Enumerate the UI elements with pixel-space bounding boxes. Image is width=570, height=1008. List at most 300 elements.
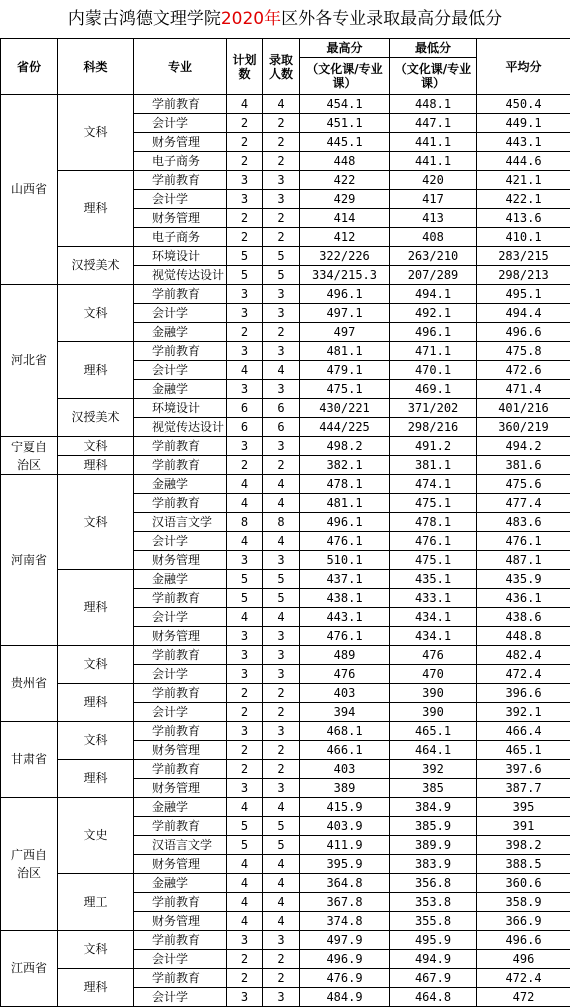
plan-cell: 2 — [227, 760, 263, 779]
min-score-cell: 385.9 — [390, 817, 477, 836]
table-row — [1, 171, 570, 190]
avg-score-cell: 421.1 — [477, 171, 570, 190]
avg-score-cell: 444.6 — [477, 152, 570, 171]
min-score-cell: 474.1 — [390, 475, 477, 494]
max-score-cell: 382.1 — [300, 456, 390, 475]
admitted-cell: 4 — [263, 95, 300, 114]
page-title: 内蒙古鸿德文理学院2020年区外各专业录取最高分最低分 — [67, 9, 503, 29]
max-score-cell: 476 — [300, 665, 390, 684]
max-score-cell: 412 — [300, 228, 390, 247]
table-row — [1, 969, 570, 988]
min-score-cell: 434.1 — [390, 608, 477, 627]
major-cell: 会计学 — [134, 304, 227, 323]
max-score-cell: 415.9 — [300, 798, 390, 817]
major-cell: 汉语言文学 — [134, 836, 227, 855]
major-cell: 学前教育 — [134, 646, 227, 665]
admitted-cell: 4 — [263, 494, 300, 513]
admitted-cell: 5 — [263, 589, 300, 608]
avg-score-cell: 396.6 — [477, 684, 570, 703]
admitted-cell: 3 — [263, 380, 300, 399]
plan-cell: 4 — [227, 912, 263, 931]
min-score-cell: 353.8 — [390, 893, 477, 912]
plan-cell: 3 — [227, 171, 263, 190]
header-max: 最高分 — [300, 39, 390, 58]
admitted-cell: 2 — [263, 152, 300, 171]
avg-score-cell: 475.6 — [477, 475, 570, 494]
admitted-cell: 3 — [263, 646, 300, 665]
plan-cell: 3 — [227, 722, 263, 741]
major-cell: 金融学 — [134, 798, 227, 817]
admitted-cell: 4 — [263, 532, 300, 551]
table-row — [1, 475, 570, 494]
avg-score-cell: 392.1 — [477, 703, 570, 722]
plan-cell: 5 — [227, 266, 263, 285]
max-score-cell: 411.9 — [300, 836, 390, 855]
table-row — [1, 95, 570, 114]
plan-cell: 5 — [227, 817, 263, 836]
table-row — [1, 798, 570, 817]
table-row — [1, 285, 570, 304]
major-cell: 视觉传达设计 — [134, 418, 227, 437]
admitted-cell: 5 — [263, 570, 300, 589]
min-score-cell: 381.1 — [390, 456, 477, 475]
major-cell: 会计学 — [134, 361, 227, 380]
plan-cell: 2 — [227, 950, 263, 969]
plan-cell: 4 — [227, 798, 263, 817]
min-score-cell: 475.1 — [390, 551, 477, 570]
admitted-cell: 2 — [263, 323, 300, 342]
major-cell: 会计学 — [134, 114, 227, 133]
max-score-cell: 496.1 — [300, 513, 390, 532]
max-score-cell: 468.1 — [300, 722, 390, 741]
min-score-cell: 470.1 — [390, 361, 477, 380]
avg-score-cell: 494.4 — [477, 304, 570, 323]
major-cell: 学前教育 — [134, 437, 227, 456]
header-max-sub: （文化课/专业课） — [300, 58, 390, 95]
avg-score-cell: 298/213 — [477, 266, 570, 285]
admitted-cell: 2 — [263, 209, 300, 228]
max-score-cell: 476.1 — [300, 627, 390, 646]
major-cell: 学前教育 — [134, 456, 227, 475]
major-cell: 学前教育 — [134, 95, 227, 114]
category-cell: 理科 — [58, 684, 134, 722]
plan-cell: 2 — [227, 684, 263, 703]
min-score-cell: 494.9 — [390, 950, 477, 969]
max-score-cell: 374.8 — [300, 912, 390, 931]
major-cell: 学前教育 — [134, 342, 227, 361]
min-score-cell: 385 — [390, 779, 477, 798]
min-score-cell: 464.1 — [390, 741, 477, 760]
min-score-cell: 389.9 — [390, 836, 477, 855]
max-score-cell: 475.1 — [300, 380, 390, 399]
min-score-cell: 435.1 — [390, 570, 477, 589]
avg-score-cell: 360/219 — [477, 418, 570, 437]
max-score-cell: 367.8 — [300, 893, 390, 912]
major-cell: 学前教育 — [134, 722, 227, 741]
min-score-cell: 298/216 — [390, 418, 477, 437]
max-score-cell: 496.1 — [300, 285, 390, 304]
admitted-cell: 4 — [263, 893, 300, 912]
plan-cell: 4 — [227, 95, 263, 114]
max-score-cell: 430/221 — [300, 399, 390, 418]
plan-cell: 5 — [227, 570, 263, 589]
major-cell: 学前教育 — [134, 285, 227, 304]
table-row — [1, 931, 570, 950]
plan-cell: 3 — [227, 437, 263, 456]
major-cell: 会计学 — [134, 532, 227, 551]
category-cell: 文科 — [58, 722, 134, 760]
table-row — [1, 399, 570, 418]
table-row — [1, 570, 570, 589]
min-score-cell: 492.1 — [390, 304, 477, 323]
admitted-cell: 3 — [263, 665, 300, 684]
avg-score-cell: 495.1 — [477, 285, 570, 304]
title-year: 2020年 — [220, 9, 282, 29]
province-cell: 河南省 — [1, 475, 58, 646]
admitted-cell: 3 — [263, 437, 300, 456]
table-row — [1, 456, 570, 475]
min-score-cell: 434.1 — [390, 627, 477, 646]
admitted-cell: 3 — [263, 304, 300, 323]
plan-cell: 2 — [227, 228, 263, 247]
plan-cell: 3 — [227, 627, 263, 646]
min-score-cell: 420 — [390, 171, 477, 190]
avg-score-cell: 496 — [477, 950, 570, 969]
max-score-cell: 510.1 — [300, 551, 390, 570]
major-cell: 财务管理 — [134, 741, 227, 760]
admitted-cell: 3 — [263, 627, 300, 646]
province-cell: 江西省 — [1, 931, 58, 1007]
avg-score-cell: 436.1 — [477, 589, 570, 608]
min-score-cell: 469.1 — [390, 380, 477, 399]
admitted-cell: 4 — [263, 798, 300, 817]
major-cell: 环境设计 — [134, 399, 227, 418]
min-score-cell: 392 — [390, 760, 477, 779]
plan-cell: 2 — [227, 741, 263, 760]
major-cell: 学前教育 — [134, 171, 227, 190]
table-row — [1, 874, 570, 893]
max-score-cell: 414 — [300, 209, 390, 228]
admitted-cell: 2 — [263, 228, 300, 247]
avg-score-cell: 443.1 — [477, 133, 570, 152]
admitted-cell: 3 — [263, 779, 300, 798]
min-score-cell: 207/289 — [390, 266, 477, 285]
max-score-cell: 489 — [300, 646, 390, 665]
major-cell: 会计学 — [134, 665, 227, 684]
header-min: 最低分 — [390, 39, 477, 58]
plan-cell: 3 — [227, 551, 263, 570]
min-score-cell: 413 — [390, 209, 477, 228]
admitted-cell: 4 — [263, 608, 300, 627]
avg-score-cell: 494.2 — [477, 437, 570, 456]
avg-score-cell: 388.5 — [477, 855, 570, 874]
plan-cell: 2 — [227, 969, 263, 988]
min-score-cell: 417 — [390, 190, 477, 209]
avg-score-cell: 471.4 — [477, 380, 570, 399]
major-cell: 学前教育 — [134, 893, 227, 912]
admitted-cell: 5 — [263, 266, 300, 285]
header-plan: 计划数 — [227, 39, 263, 95]
avg-score-cell: 472.4 — [477, 969, 570, 988]
category-cell: 文科 — [58, 646, 134, 684]
max-score-cell: 429 — [300, 190, 390, 209]
max-score-cell: 445.1 — [300, 133, 390, 152]
avg-score-cell: 472.6 — [477, 361, 570, 380]
min-score-cell: 371/202 — [390, 399, 477, 418]
max-score-cell: 476.9 — [300, 969, 390, 988]
min-score-cell: 263/210 — [390, 247, 477, 266]
admitted-cell: 8 — [263, 513, 300, 532]
major-cell: 财务管理 — [134, 855, 227, 874]
province-cell: 宁夏自治区 — [1, 437, 58, 475]
admission-score-table — [0, 38, 570, 1007]
max-score-cell: 334/215.3 — [300, 266, 390, 285]
plan-cell: 4 — [227, 532, 263, 551]
min-score-cell: 441.1 — [390, 133, 477, 152]
major-cell: 学前教育 — [134, 817, 227, 836]
plan-cell: 4 — [227, 361, 263, 380]
avg-score-cell: 366.9 — [477, 912, 570, 931]
max-score-cell: 466.1 — [300, 741, 390, 760]
major-cell: 财务管理 — [134, 779, 227, 798]
max-score-cell: 389 — [300, 779, 390, 798]
avg-score-cell: 482.4 — [477, 646, 570, 665]
admitted-cell: 2 — [263, 703, 300, 722]
admitted-cell: 3 — [263, 342, 300, 361]
major-cell: 电子商务 — [134, 228, 227, 247]
avg-score-cell: 381.6 — [477, 456, 570, 475]
max-score-cell: 497.1 — [300, 304, 390, 323]
avg-score-cell: 387.7 — [477, 779, 570, 798]
avg-score-cell: 475.8 — [477, 342, 570, 361]
admitted-cell: 3 — [263, 931, 300, 950]
max-score-cell: 497 — [300, 323, 390, 342]
avg-score-cell: 410.1 — [477, 228, 570, 247]
max-score-cell: 484.9 — [300, 988, 390, 1007]
category-cell: 文科 — [58, 437, 134, 456]
major-cell: 汉语言文学 — [134, 513, 227, 532]
avg-score-cell: 472.4 — [477, 665, 570, 684]
min-score-cell: 384.9 — [390, 798, 477, 817]
category-cell: 理工 — [58, 874, 134, 931]
min-score-cell: 465.1 — [390, 722, 477, 741]
table-row — [1, 760, 570, 779]
category-cell: 理科 — [58, 171, 134, 247]
major-cell: 财务管理 — [134, 912, 227, 931]
admitted-cell: 2 — [263, 950, 300, 969]
plan-cell: 8 — [227, 513, 263, 532]
province-cell: 广西自治区 — [1, 798, 58, 931]
plan-cell: 2 — [227, 114, 263, 133]
max-score-cell: 322/226 — [300, 247, 390, 266]
major-cell: 学前教育 — [134, 931, 227, 950]
avg-score-cell: 477.4 — [477, 494, 570, 513]
category-cell: 文科 — [58, 95, 134, 171]
min-score-cell: 390 — [390, 703, 477, 722]
table-row — [1, 437, 570, 456]
max-score-cell: 498.2 — [300, 437, 390, 456]
avg-score-cell: 283/215 — [477, 247, 570, 266]
avg-score-cell: 466.4 — [477, 722, 570, 741]
plan-cell: 4 — [227, 893, 263, 912]
admitted-cell: 5 — [263, 247, 300, 266]
max-score-cell: 496.9 — [300, 950, 390, 969]
province-cell: 甘肃省 — [1, 722, 58, 798]
major-cell: 金融学 — [134, 570, 227, 589]
admitted-cell: 2 — [263, 741, 300, 760]
table-row — [1, 247, 570, 266]
header-category: 科类 — [58, 39, 134, 95]
avg-score-cell: 438.6 — [477, 608, 570, 627]
max-score-cell: 478.1 — [300, 475, 390, 494]
max-score-cell: 364.8 — [300, 874, 390, 893]
max-score-cell: 394 — [300, 703, 390, 722]
admitted-cell: 3 — [263, 171, 300, 190]
major-cell: 财务管理 — [134, 551, 227, 570]
max-score-cell: 444/225 — [300, 418, 390, 437]
province-cell: 河北省 — [1, 285, 58, 437]
min-score-cell: 467.9 — [390, 969, 477, 988]
min-score-cell: 478.1 — [390, 513, 477, 532]
admitted-cell: 6 — [263, 399, 300, 418]
major-cell: 会计学 — [134, 190, 227, 209]
plan-cell: 2 — [227, 133, 263, 152]
major-cell: 金融学 — [134, 475, 227, 494]
plan-cell: 6 — [227, 418, 263, 437]
avg-score-cell: 487.1 — [477, 551, 570, 570]
plan-cell: 2 — [227, 323, 263, 342]
min-score-cell: 441.1 — [390, 152, 477, 171]
max-score-cell: 454.1 — [300, 95, 390, 114]
category-cell: 汉授美术 — [58, 247, 134, 285]
plan-cell: 3 — [227, 304, 263, 323]
max-score-cell: 438.1 — [300, 589, 390, 608]
table-row — [1, 342, 570, 361]
max-score-cell: 403.9 — [300, 817, 390, 836]
category-cell: 文史 — [58, 798, 134, 874]
admitted-cell: 2 — [263, 456, 300, 475]
admitted-cell: 2 — [263, 969, 300, 988]
header-min-sub: （文化课/专业课） — [390, 58, 477, 95]
category-cell: 理科 — [58, 456, 134, 475]
header-admitted: 录取人数 — [263, 39, 300, 95]
major-cell: 财务管理 — [134, 133, 227, 152]
category-cell: 理科 — [58, 969, 134, 1007]
major-cell: 学前教育 — [134, 684, 227, 703]
max-score-cell: 422 — [300, 171, 390, 190]
table-row — [1, 646, 570, 665]
plan-cell: 2 — [227, 209, 263, 228]
min-score-cell: 491.2 — [390, 437, 477, 456]
avg-score-cell: 422.1 — [477, 190, 570, 209]
admitted-cell: 4 — [263, 475, 300, 494]
min-score-cell: 494.1 — [390, 285, 477, 304]
major-cell: 会计学 — [134, 608, 227, 627]
plan-cell: 4 — [227, 608, 263, 627]
admitted-cell: 4 — [263, 361, 300, 380]
major-cell: 学前教育 — [134, 969, 227, 988]
plan-cell: 4 — [227, 494, 263, 513]
category-cell: 理科 — [58, 760, 134, 798]
max-score-cell: 481.1 — [300, 494, 390, 513]
plan-cell: 3 — [227, 665, 263, 684]
min-score-cell: 355.8 — [390, 912, 477, 931]
category-cell: 文科 — [58, 475, 134, 570]
plan-cell: 5 — [227, 836, 263, 855]
avg-score-cell: 450.4 — [477, 95, 570, 114]
admitted-cell: 3 — [263, 285, 300, 304]
min-score-cell: 496.1 — [390, 323, 477, 342]
min-score-cell: 408 — [390, 228, 477, 247]
max-score-cell: 437.1 — [300, 570, 390, 589]
major-cell: 环境设计 — [134, 247, 227, 266]
plan-cell: 5 — [227, 589, 263, 608]
avg-score-cell: 397.6 — [477, 760, 570, 779]
table-body — [1, 95, 570, 1007]
admitted-cell: 3 — [263, 988, 300, 1007]
max-score-cell: 476.1 — [300, 532, 390, 551]
max-score-cell: 481.1 — [300, 342, 390, 361]
admitted-cell: 4 — [263, 874, 300, 893]
max-score-cell: 497.9 — [300, 931, 390, 950]
header-major: 专业 — [134, 39, 227, 95]
category-cell: 理科 — [58, 342, 134, 399]
min-score-cell: 476.1 — [390, 532, 477, 551]
admitted-cell: 3 — [263, 722, 300, 741]
plan-cell: 4 — [227, 475, 263, 494]
plan-cell: 3 — [227, 380, 263, 399]
table-row — [1, 722, 570, 741]
avg-score-cell: 358.9 — [477, 893, 570, 912]
avg-score-cell: 413.6 — [477, 209, 570, 228]
plan-cell: 3 — [227, 285, 263, 304]
max-score-cell: 479.1 — [300, 361, 390, 380]
admitted-cell: 2 — [263, 133, 300, 152]
major-cell: 电子商务 — [134, 152, 227, 171]
admitted-cell: 2 — [263, 760, 300, 779]
header-avg: 平均分 — [477, 39, 570, 95]
plan-cell: 2 — [227, 152, 263, 171]
major-cell: 财务管理 — [134, 627, 227, 646]
admitted-cell: 5 — [263, 817, 300, 836]
min-score-cell: 495.9 — [390, 931, 477, 950]
avg-score-cell: 483.6 — [477, 513, 570, 532]
avg-score-cell: 448.8 — [477, 627, 570, 646]
major-cell: 会计学 — [134, 988, 227, 1007]
plan-cell: 5 — [227, 247, 263, 266]
plan-cell: 4 — [227, 855, 263, 874]
avg-score-cell: 496.6 — [477, 323, 570, 342]
category-cell: 汉授美术 — [58, 399, 134, 437]
min-score-cell: 475.1 — [390, 494, 477, 513]
category-cell: 理科 — [58, 570, 134, 646]
province-cell: 山西省 — [1, 95, 58, 285]
major-cell: 金融学 — [134, 380, 227, 399]
admitted-cell: 4 — [263, 912, 300, 931]
max-score-cell: 448 — [300, 152, 390, 171]
major-cell: 会计学 — [134, 703, 227, 722]
plan-cell: 3 — [227, 779, 263, 798]
category-cell: 文科 — [58, 285, 134, 342]
major-cell: 金融学 — [134, 874, 227, 893]
min-score-cell: 447.1 — [390, 114, 477, 133]
major-cell: 学前教育 — [134, 760, 227, 779]
admitted-cell: 6 — [263, 418, 300, 437]
min-score-cell: 390 — [390, 684, 477, 703]
max-score-cell: 403 — [300, 684, 390, 703]
min-score-cell: 464.8 — [390, 988, 477, 1007]
plan-cell: 4 — [227, 874, 263, 893]
